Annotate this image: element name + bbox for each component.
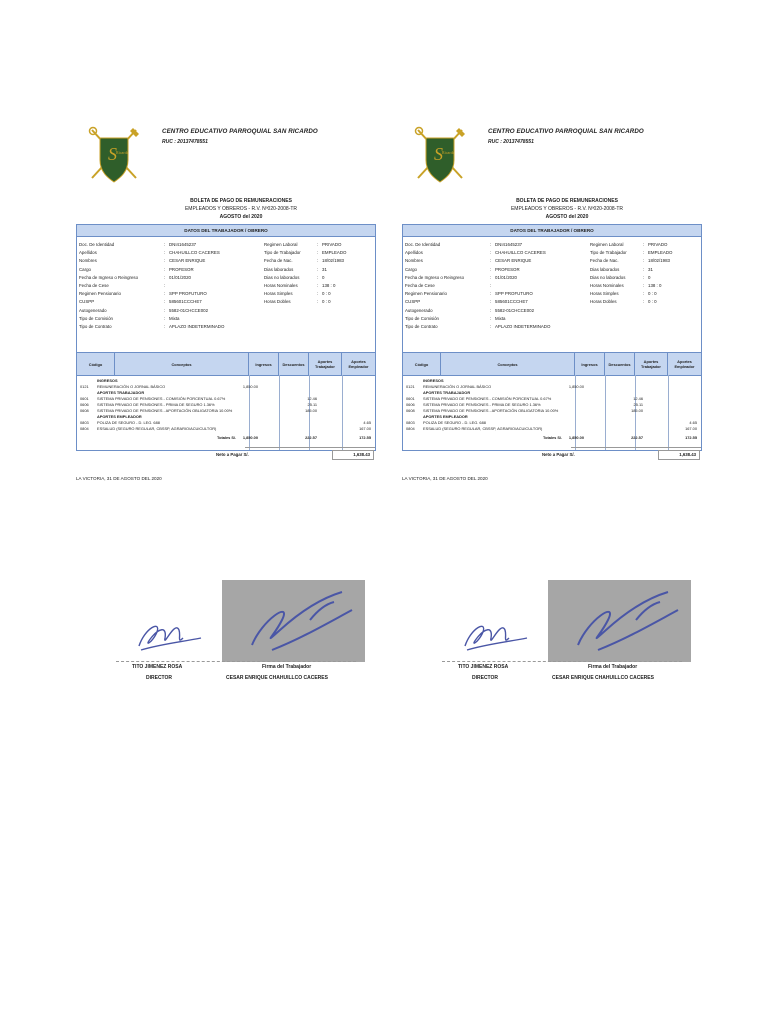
field-label: Horas Dobles [264, 299, 291, 305]
field-colon: : [643, 299, 645, 305]
field-row [77, 324, 375, 332]
row-ingresos: 1,850.00 [568, 384, 584, 389]
field-colon: : [317, 250, 319, 256]
field-value: SPP PROFUTURO [169, 291, 207, 297]
row-concept: SISTEMA PRIVADO DE PENSIONES - PRIMA DE SEGURO 1.36% [423, 402, 541, 407]
field-colon: : [643, 242, 645, 247]
worker-data-title: DATOS DEL TRABAJADOR / OBRERO [403, 225, 701, 237]
field-colon: : [490, 274, 492, 280]
field-colon: : [317, 242, 319, 247]
field-label: Horas Simples [590, 291, 619, 297]
net-pay-label: Neto a Pagar S/. [216, 452, 249, 457]
field-colon: : [164, 282, 166, 288]
field-row [403, 267, 701, 275]
row-code: 0601 [80, 396, 89, 401]
field-colon: : [490, 323, 492, 329]
field-colon: : [490, 258, 492, 264]
field-colon: : [490, 242, 492, 247]
school-crest-icon [88, 126, 140, 188]
school-ruc: RUC : 20137478551 [162, 139, 208, 145]
field-colon: : [643, 250, 645, 256]
row-concept: APORTES TRABAJADOR [423, 390, 471, 395]
field-label: Nombres [79, 258, 97, 264]
document-period: AGOSTO del 2020 [545, 214, 589, 220]
field-row [77, 308, 375, 316]
field-row [403, 308, 701, 316]
field-colon: : [643, 274, 645, 280]
field-colon: : [490, 315, 492, 321]
field-row [77, 258, 375, 266]
field-label: Apellidos [79, 250, 97, 256]
row-concept: SISTEMA PRIVADO DE PENSIONES - APORTACIÓN OBLIGATORIA 10.00% [97, 408, 233, 413]
field-colon: : [490, 307, 492, 313]
payment-table [76, 352, 376, 451]
field-label: Horas Simples [264, 291, 293, 297]
field-value: APLAZO INDETERMINADO [495, 323, 551, 329]
field-colon: : [317, 282, 319, 288]
field-label: Fecha de Nac. [264, 258, 293, 264]
field-row [403, 299, 701, 307]
director-role: DIRECTOR [472, 675, 499, 681]
field-label: Autogenerado [79, 307, 107, 313]
row-aportes-trabajador: 25.11 [633, 402, 643, 407]
row-code: 0608 [80, 408, 89, 413]
field-label: Apellidos [405, 250, 423, 256]
field-colon: : [164, 242, 166, 247]
field-value: APLAZO INDETERMINADO [169, 323, 225, 329]
row-aportes-trabajador: 185.00 [631, 408, 643, 413]
worker-data-box [76, 224, 376, 353]
field-label: Fecha de Ingreso o Reingreso [79, 274, 139, 280]
totals-ingresos: 1,850.00 [242, 435, 258, 440]
field-label: Dias laborados [590, 266, 620, 272]
field-colon: : [164, 258, 166, 264]
row-code: 0804 [406, 426, 415, 431]
field-value: SPP PROFUTURO [495, 291, 533, 297]
field-colon: : [317, 291, 319, 297]
field-label: Tipo de Contrato [79, 323, 112, 329]
row-aportes-trabajador: 12.46 [307, 396, 317, 401]
totals-row [403, 435, 701, 441]
payslip [76, 120, 406, 700]
field-label: Autogenerado [405, 307, 433, 313]
field-value: 31 [322, 266, 327, 272]
field-row [403, 324, 701, 332]
field-colon: : [164, 291, 166, 297]
field-value: 0 : 0 [648, 299, 657, 305]
row-code: 0608 [406, 408, 415, 413]
header-conceptos: Conceptos [441, 353, 575, 375]
table-body [403, 378, 701, 441]
svg-text:S: S [434, 144, 443, 164]
field-value: DNI41645237 [495, 242, 523, 247]
field-label: Tipo de Trabajador [264, 250, 301, 256]
field-value: 31 [648, 266, 653, 272]
field-row [77, 275, 375, 283]
worker-fields [77, 242, 375, 332]
field-value: 01/01/2020 [495, 274, 517, 280]
field-row [403, 316, 701, 324]
field-colon: : [643, 282, 645, 288]
table-body [77, 378, 375, 441]
totals-label: Totales S/. [543, 435, 563, 440]
field-value: 0 [648, 274, 651, 280]
worker-signature-photo [222, 580, 365, 662]
svg-text:Ricardo: Ricardo [442, 150, 455, 155]
field-label: Regimen Laboral [590, 242, 624, 247]
field-value: PROFESOR [495, 266, 520, 272]
table-header [77, 353, 375, 376]
field-value: 138 : 0 [648, 282, 662, 288]
field-row [77, 267, 375, 275]
row-code: 0121 [80, 384, 89, 389]
place-date: LA VICTORIA, 31 DE AGOSTO DEL 2020 [76, 476, 162, 481]
field-label: Fecha de Cese [405, 282, 435, 288]
field-row [77, 250, 375, 258]
field-value: 18/02/1983 [322, 258, 344, 264]
field-colon: : [164, 307, 166, 313]
field-label: Tipo de Comisión [79, 315, 114, 321]
field-colon: : [164, 323, 166, 329]
totals-aportes-empleador: 172.55 [685, 435, 697, 440]
worker-signature-photo [548, 580, 691, 662]
director-signature-icon [457, 608, 547, 658]
header-aportes-empleador: Aportes Empleador [674, 359, 695, 369]
row-concept: ESSALUD (SEGURO REGULAR, CBSSP, AGRARIO/ACUICULTOR) [97, 426, 217, 431]
field-row [77, 299, 375, 307]
row-aportes-empleador: 167.00 [359, 426, 371, 431]
net-pay-label: Neto a Pagar S/. [542, 452, 575, 457]
header-ingresos: Ingresos [575, 353, 605, 375]
field-value: 01/01/2020 [169, 274, 191, 280]
document-subtitle: EMPLEADOS Y OBREROS - R.V. Nº020-2008-TR [510, 206, 624, 212]
totals-row [77, 435, 375, 441]
field-label: Tipo de Comisión [405, 315, 440, 321]
field-value: CESAR ENRIQUE [169, 258, 206, 264]
table-row [403, 426, 701, 432]
row-concept: SISTEMA PRIVADO DE PENSIONES - APORTACIÓN OBLIGATORIA 10.00% [423, 408, 559, 413]
payment-table [402, 352, 702, 451]
field-colon: : [490, 250, 492, 256]
net-pay-value: 1,638.43 [679, 452, 696, 457]
totals-aportes-trabajador: 222.57 [305, 435, 317, 440]
row-concept: APORTES EMPLEADOR [97, 414, 142, 419]
field-label: Dias no laborados [264, 274, 300, 280]
worker-signature-label: Firma del Trabajador [588, 664, 638, 670]
field-row [77, 291, 375, 299]
header-aportes-empleador: Aportes Empleador [348, 359, 369, 369]
field-row [403, 258, 701, 266]
field-value: PRIVADO [322, 242, 342, 247]
field-value: 0 : 0 [322, 299, 331, 305]
worker-name: CESAR ENRIQUE CHAHUILLCO CACERES [226, 675, 328, 681]
table-row [77, 426, 375, 432]
row-aportes-empleador: 4.65 [689, 420, 697, 425]
field-colon: : [490, 299, 492, 305]
field-label: Cargo [79, 266, 91, 272]
field-colon: : [164, 299, 166, 305]
row-code: 0606 [406, 402, 415, 407]
payslip [402, 120, 732, 700]
school-crest-icon [414, 126, 466, 188]
field-value: 138 : 0 [322, 282, 336, 288]
worker-data-title: DATOS DEL TRABAJADOR / OBRERO [77, 225, 375, 237]
field-label: Horas Nominales [590, 282, 624, 288]
totals-ingresos: 1,850.00 [568, 435, 584, 440]
field-colon: : [164, 274, 166, 280]
row-concept: REMUNERACIÓN O JORNAL BÁSICO [423, 384, 492, 389]
field-colon: : [317, 274, 319, 280]
net-pay-value: 1,638.43 [353, 452, 370, 457]
field-label: CUSPP [79, 299, 95, 305]
row-concept: ESSALUD (SEGURO REGULAR, CBSSP, AGRARIO/ACUICULTOR) [423, 426, 543, 431]
row-aportes-empleador: 167.00 [685, 426, 697, 431]
net-pay-row [76, 450, 374, 460]
worker-data-box [402, 224, 702, 353]
row-concept: INGRESOS [423, 378, 444, 383]
header-codigo: Código [77, 353, 115, 375]
svg-text:S: S [108, 144, 117, 164]
field-value: CHAHUILLCO CACERES [169, 250, 220, 256]
field-label: Fecha de Nac. [590, 258, 619, 264]
field-value: PRIVADO [648, 242, 668, 247]
field-value: EMPLEADO [648, 250, 673, 256]
header-aportes-trabajador: Aportes Trabajador [635, 353, 668, 375]
field-colon: : [490, 291, 492, 297]
field-label: Regimen Pensionario [79, 291, 121, 297]
field-colon: : [164, 266, 166, 272]
field-row [403, 291, 701, 299]
field-value: PROFESOR [169, 266, 194, 272]
row-concept: APORTES EMPLEADOR [423, 414, 468, 419]
school-name: CENTRO EDUCATIVO PARROQUIAL SAN RICARDO [488, 128, 644, 135]
field-label: Regimen Laboral [264, 242, 298, 247]
field-row [403, 283, 701, 291]
director-signature-icon [131, 608, 221, 658]
field-row [403, 242, 701, 250]
field-label: Tipo de Contrato [405, 323, 438, 329]
field-label: Dias no laborados [590, 274, 626, 280]
row-code: 0803 [80, 420, 89, 425]
row-code: 0803 [406, 420, 415, 425]
net-pay-row [402, 450, 700, 460]
field-value: 0 : 0 [322, 291, 331, 297]
field-label: Horas Dobles [590, 299, 617, 305]
field-row [77, 242, 375, 250]
field-label: Fecha de Ingreso o Reingreso [405, 274, 465, 280]
field-colon: : [643, 291, 645, 297]
field-value: 585601CCCHE7 [169, 299, 202, 305]
school-name: CENTRO EDUCATIVO PARROQUIAL SAN RICARDO [162, 128, 318, 135]
field-row [77, 316, 375, 324]
field-label: Regimen Pensionario [405, 291, 447, 297]
field-row [403, 250, 701, 258]
worker-signature-label: Firma del Trabajador [262, 664, 312, 670]
field-value: 0 : 0 [648, 291, 657, 297]
field-row [77, 283, 375, 291]
field-label: Doc. De Identidad [405, 242, 441, 247]
field-label: Dias laborados [264, 266, 294, 272]
field-value: CHAHUILLCO CACERES [495, 250, 546, 256]
field-label: Horas Nominales [264, 282, 298, 288]
row-ingresos: 1,850.00 [242, 384, 258, 389]
worker-fields [403, 242, 701, 332]
table-header [403, 353, 701, 376]
row-concept: REMUNERACIÓN O JORNAL BÁSICO [97, 384, 166, 389]
field-colon: : [317, 299, 319, 305]
field-label: Nombres [405, 258, 423, 264]
field-label: CUSPP [405, 299, 421, 305]
row-concept: SISTEMA PRIVADO DE PENSIONES - COMISIÓN PORCENTUAL 0.67% [97, 396, 226, 401]
field-value: DNI41645237 [169, 242, 197, 247]
field-colon: : [643, 258, 645, 264]
field-label: Tipo de Trabajador [590, 250, 627, 256]
row-code: 0121 [406, 384, 415, 389]
row-concept: INGRESOS [97, 378, 118, 383]
place-date: LA VICTORIA, 31 DE AGOSTO DEL 2020 [402, 476, 488, 481]
row-concept: SISTEMA PRIVADO DE PENSIONES - PRIMA DE SEGURO 1.36% [97, 402, 215, 407]
row-aportes-trabajador: 12.46 [633, 396, 643, 401]
header-aportes-trabajador: Aportes Trabajador [309, 353, 342, 375]
field-colon: : [490, 282, 492, 288]
school-ruc: RUC : 20137478551 [488, 139, 534, 145]
document-subtitle: EMPLEADOS Y OBREROS - R.V. Nº020-2008-TR [184, 206, 298, 212]
row-code: 0606 [80, 402, 89, 407]
field-colon: : [643, 266, 645, 272]
totals-aportes-trabajador: 222.57 [631, 435, 643, 440]
totals-label: Totales S/. [217, 435, 237, 440]
row-concept: POLIZA DE SEGURO - D. LEG. 688 [97, 420, 160, 425]
field-value: Mixta [169, 315, 180, 321]
director-name: TITO JIMENEZ ROSA [132, 664, 183, 670]
field-colon: : [164, 315, 166, 321]
field-value: EMPLEADO [322, 250, 347, 256]
totals-aportes-empleador: 172.55 [359, 435, 371, 440]
field-value: 5582-01CHCCE002 [169, 307, 209, 313]
field-value: CESAR ENRIQUE [495, 258, 532, 264]
row-aportes-trabajador: 185.00 [305, 408, 317, 413]
document-title: BOLETA DE PAGO DE REMUNERACIONES [190, 198, 292, 204]
header-conceptos: Conceptos [115, 353, 249, 375]
field-value: 0 [322, 274, 325, 280]
field-label: Doc. De Identidad [79, 242, 115, 247]
row-code: 0601 [406, 396, 415, 401]
field-colon: : [164, 250, 166, 256]
worker-name: CESAR ENRIQUE CHAHUILLCO CACERES [552, 675, 654, 681]
row-aportes-empleador: 4.65 [363, 420, 371, 425]
field-label: Fecha de Cese [79, 282, 109, 288]
director-name: TITO JIMENEZ ROSA [458, 664, 509, 670]
header-descuentos: Descuentos [605, 353, 635, 375]
document-period: AGOSTO del 2020 [219, 214, 263, 220]
director-role: DIRECTOR [146, 675, 173, 681]
field-colon: : [317, 266, 319, 272]
header-ingresos: Ingresos [249, 353, 279, 375]
row-aportes-trabajador: 25.11 [307, 402, 317, 407]
field-row [403, 275, 701, 283]
row-code: 0804 [80, 426, 89, 431]
row-concept: APORTES TRABAJADOR [97, 390, 145, 395]
field-label: Cargo [405, 266, 417, 272]
header-codigo: Código [403, 353, 441, 375]
field-value: Mixta [495, 315, 506, 321]
row-concept: POLIZA DE SEGURO - D. LEG. 688 [423, 420, 486, 425]
header-descuentos: Descuentos [279, 353, 309, 375]
row-concept: SISTEMA PRIVADO DE PENSIONES - COMISIÓN PORCENTUAL 0.67% [423, 396, 552, 401]
document-title: BOLETA DE PAGO DE REMUNERACIONES [516, 198, 618, 204]
field-value: 5582-01CHCCE002 [495, 307, 535, 313]
field-value: 18/02/1983 [648, 258, 670, 264]
svg-text:Ricardo: Ricardo [116, 150, 129, 155]
field-colon: : [490, 266, 492, 272]
field-value: 585601CCCHE7 [495, 299, 528, 305]
field-colon: : [317, 258, 319, 264]
